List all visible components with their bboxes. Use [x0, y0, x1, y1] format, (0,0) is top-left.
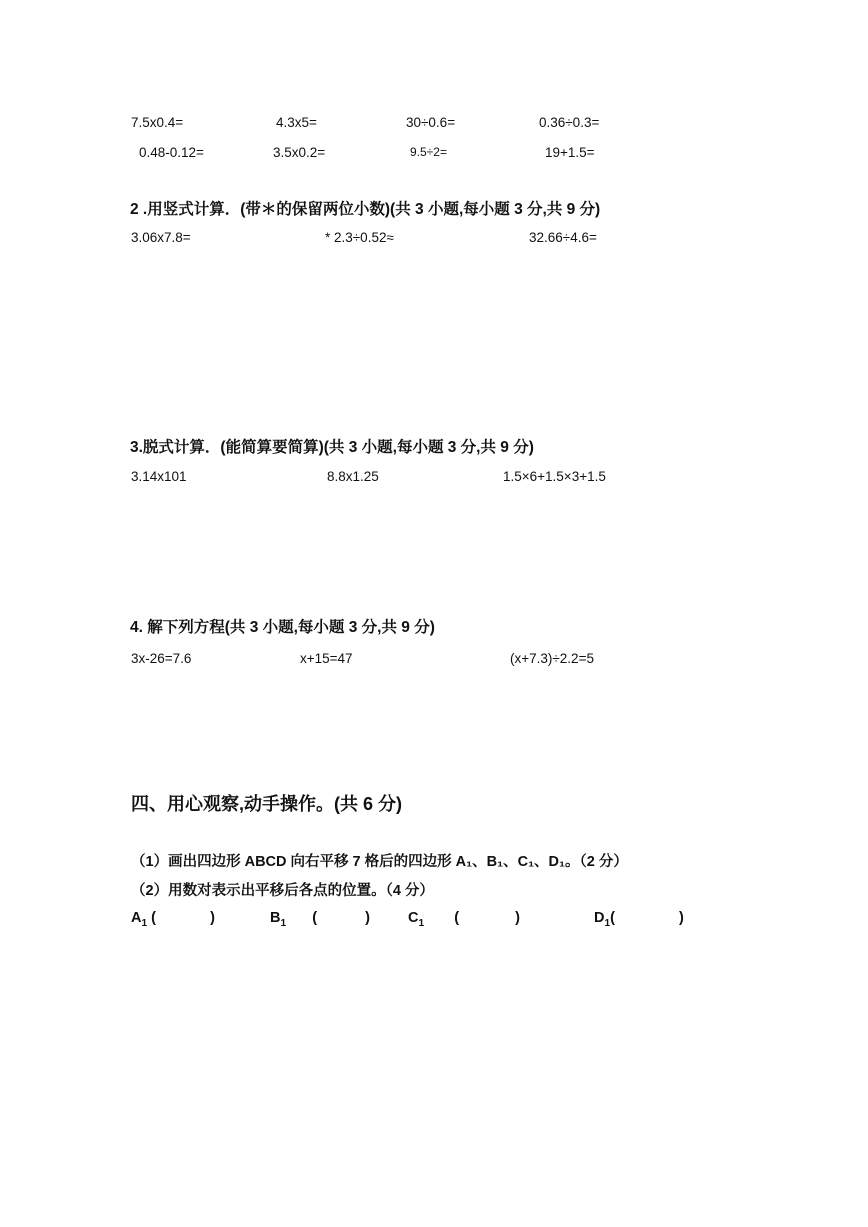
blank-a1-close: )	[210, 910, 215, 926]
blank-c1-open: (	[454, 910, 460, 926]
blank-a1[interactable]	[131, 910, 215, 929]
q2-item-1: 3.06x7.8=	[131, 230, 191, 245]
q2-item-3: 32.66÷4.6=	[529, 230, 597, 245]
blank-a1-letter: A	[131, 910, 142, 926]
section4-task-2: （2）用数对表示出平移后各点的位置。（4 分）	[131, 883, 434, 899]
section4-title: 四、用心观察,动手操作。(共 6 分)	[131, 794, 403, 814]
blank-a1-open: (	[151, 910, 156, 926]
oral-item-4: 0.36÷0.3=	[539, 115, 600, 130]
oral-item-8: 19+1.5=	[545, 145, 595, 160]
q3-item-3: 1.5×6+1.5×3+1.5	[503, 469, 606, 484]
q4-item-2: x+15=47	[300, 651, 353, 666]
blank-d1-letter: D	[594, 910, 605, 926]
oral-item-2: 4.3x5=	[276, 115, 317, 130]
blank-b1-open: (	[312, 910, 318, 926]
blank-c1-subscript: 1	[418, 917, 425, 929]
blank-b1-close: )	[365, 910, 370, 926]
q2-heading: 2 .用竖式计算．(带＊的保留两位小数)(共 3 小题,每小题 3 分,共 9 分)	[130, 201, 601, 218]
q2-item-2: * 2.3÷0.52≈	[325, 230, 394, 245]
oral-item-5: 0.48-0.12=	[139, 145, 204, 160]
q3-item-1: 3.14x101	[131, 469, 187, 484]
blank-d1[interactable]	[594, 910, 684, 929]
blank-c1-letter: C	[408, 910, 419, 926]
q3-item-2: 8.8x1.25	[327, 469, 379, 484]
blank-d1-close: )	[679, 910, 684, 926]
blank-b1[interactable]	[270, 910, 370, 929]
section4-task-1: （1）画出四边形 ABCD 向右平移 7 格后的四边形 A₁、B₁、C₁、D₁。（2 分）	[131, 854, 628, 870]
blank-d1-subscript: 1	[604, 917, 611, 929]
blank-c1-close: )	[515, 910, 520, 926]
oral-item-7: 9.5÷2=	[410, 145, 447, 159]
blank-b1-subscript: 1	[280, 917, 287, 929]
q4-item-3: (x+7.3)÷2.2=5	[510, 651, 594, 666]
blank-d1-open: (	[610, 910, 615, 926]
q4-item-1: 3x-26=7.6	[131, 651, 192, 666]
oral-item-1: 7.5x0.4=	[131, 115, 184, 130]
blank-b1-letter: B	[270, 910, 281, 926]
q3-heading: 3.脱式计算．(能简算要简算)(共 3 小题,每小题 3 分,共 9 分)	[130, 439, 534, 456]
oral-item-6: 3.5x0.2=	[273, 145, 326, 160]
q4-heading: 4. 解下列方程(共 3 小题,每小题 3 分,共 9 分)	[130, 619, 435, 636]
blank-c1[interactable]	[408, 910, 520, 929]
oral-item-3: 30÷0.6=	[406, 115, 456, 130]
blank-a1-subscript: 1	[141, 917, 148, 929]
